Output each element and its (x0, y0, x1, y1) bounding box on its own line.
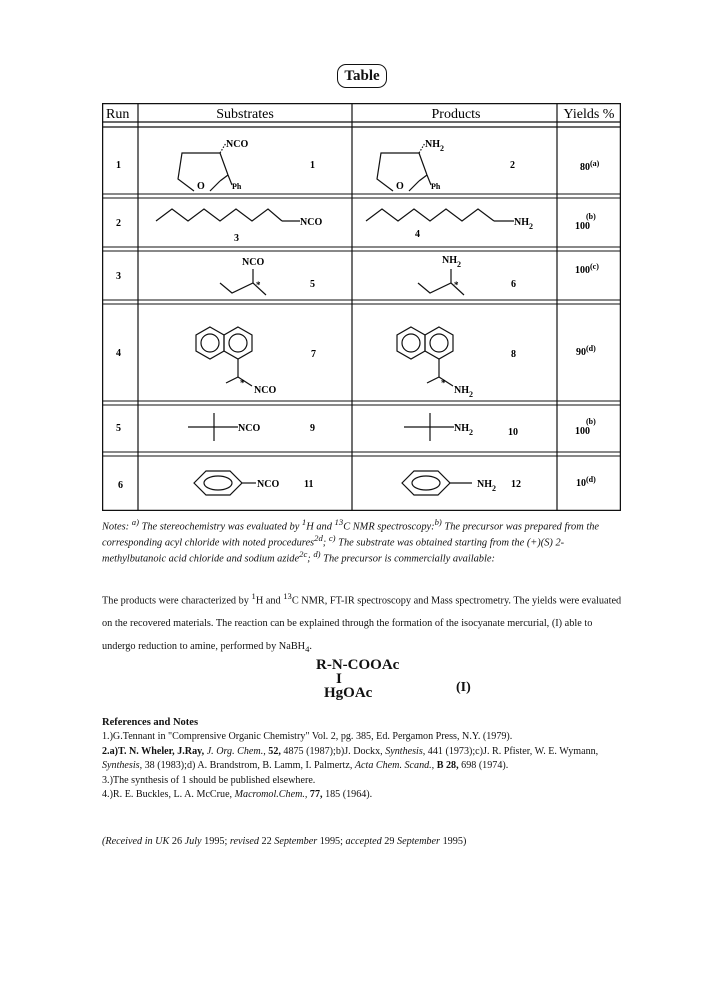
product-group-label: $NH_2$ (425, 139, 444, 153)
product-compound-number: 2 (510, 160, 515, 171)
table-row (116, 139, 600, 192)
substrate-structure (188, 413, 238, 441)
reference-item: 4.)R. E. Buckles, L. A. McCrue, Macromol.Chem., 77, 185 (1964). (102, 789, 373, 801)
substrate-o-label: O (197, 181, 205, 192)
table-row (118, 471, 596, 495)
substrate-compound-number: 5 (310, 279, 315, 290)
yield-value: 10$^{(d)}$ (576, 475, 596, 489)
reference-item: 3.)The synthesis of 1 should be published elsewhere. (102, 774, 316, 786)
table-row (116, 255, 599, 295)
substrate-compound-number: 9 (310, 423, 315, 434)
substrate-structure (156, 209, 282, 221)
product-compound-number: 6 (511, 279, 516, 290)
yield-value: 100$^{(c)}$ (575, 262, 599, 276)
substrates-products-table (102, 103, 621, 511)
yield-value: 80$^{(a)}$ (580, 159, 600, 173)
yield-value: 100(b) (575, 212, 596, 232)
product-compound-number: 8 (511, 349, 516, 360)
product-group-label: $NH_2$ (477, 479, 496, 493)
substrate-group-label: NCO (257, 479, 280, 490)
run-number: 4 (116, 348, 121, 359)
product-compound-number: 4 (415, 229, 420, 240)
header-products: Products (431, 107, 481, 122)
substrate-ph-label: Ph (232, 182, 242, 191)
product-ph-label: Ph (431, 182, 441, 191)
table-row (116, 413, 596, 441)
product-compound-number: 12 (511, 479, 521, 490)
table-notes: Notes: $^{a)}$ The stereochemistry was evaluated by $^1$H and $^{13}$C NMR spectroscopy:$^{b)}$ The precursor was prepared from the corresponding acyl chloride with noted procedures$^{2d}$; $^{c)}$ The substrate was obtained starting from the (+)(S) 2-methylbutanoic acid chloride and sodium azide$^{2c}$; $^{d)}$ The precursor is commercially available: (102, 517, 600, 565)
product-group-label: $NH_2$ (442, 255, 461, 269)
mercurial-formula (316, 657, 399, 702)
body-paragraph: The products were characterized by $^1$H and $^{13}$C NMR, FT-IR spectroscopy and Mass spectrometry. The yields were evaluated on the recovered materials. The reaction can be explained through the formation of the isocyanate mercurial, (I) able to undergo reduction to amine, performed by NaBH$_4$. (102, 591, 622, 655)
substrate-structure (194, 471, 256, 495)
run-number: 5 (116, 423, 121, 434)
substrate-stereo-star: * (240, 378, 245, 388)
header-substrates: Substrates (216, 107, 274, 122)
product-structure (377, 143, 431, 191)
substrate-compound-number: 7 (311, 349, 316, 360)
reference-item: 2.a)T. N. Wheler, J.Ray, J. Org. Chem., 52, 4875 (1987);b)J. Dockx, Synthesis, 441 (1973);c)J. R. Pfister, W. E. Wymann, Synthesis, 38 (1983);d) A. Brandstrom, B. Lamm, I. Palmertz, Acta Chem. Scand., B 28, 698 (1974). (102, 745, 599, 772)
substrate-stereo-star: * (256, 280, 261, 290)
header-run: Run (106, 107, 130, 122)
run-number: 2 (116, 218, 121, 229)
product-compound-number: 10 (508, 427, 518, 438)
substrate-group-label: NCO (226, 139, 249, 150)
header-yields: Yields % (563, 107, 615, 122)
substrate-group-label: NCO (242, 257, 265, 268)
substrate-compound-number: 11 (304, 479, 314, 490)
substrate-group-label: NCO (238, 423, 261, 434)
product-group-label: $NH_2$ (454, 423, 473, 437)
formula-line-3: HgOAc (324, 685, 373, 701)
run-number: 1 (116, 160, 121, 171)
table-row (116, 327, 596, 399)
substrate-structure (178, 143, 232, 191)
formula-bond: I (336, 671, 342, 687)
substrate-compound-number: 1 (310, 160, 315, 171)
product-stereo-star: * (454, 280, 459, 290)
product-stereo-star: * (441, 378, 446, 388)
formula-line-1: R-N-COOAc (316, 657, 400, 673)
product-group-label: $NH_2$ (514, 217, 533, 231)
substrate-group-label: NCO (254, 385, 277, 396)
formula-label: (I) (456, 680, 471, 695)
references-heading: References and Notes (102, 717, 199, 728)
substrate-group-label: NCO (300, 217, 323, 228)
table-row (116, 209, 596, 244)
reference-item: 1.)G.Tennant in "Comprensive Organic Chemistry" Vol. 2, pg. 385, Ed. Pergamon Press, N.Y. (1979). (102, 731, 513, 743)
product-group-label: $NH_2$ (454, 385, 473, 399)
run-number: 3 (116, 271, 121, 282)
product-structure (404, 413, 454, 441)
product-structure (402, 471, 472, 495)
substrate-compound-number: 3 (234, 233, 239, 244)
yield-value: 100(b) (575, 417, 596, 437)
table-title: Table (337, 64, 387, 88)
product-o-label: O (396, 181, 404, 192)
product-structure (366, 209, 494, 221)
references-section (102, 716, 624, 802)
run-number: 6 (118, 480, 123, 491)
yield-value: 90$^{(d)}$ (576, 344, 596, 358)
received-dates: (Received in UK 26 July 1995; revised 22 September 1995; accepted 29 September 1995) (102, 836, 467, 847)
